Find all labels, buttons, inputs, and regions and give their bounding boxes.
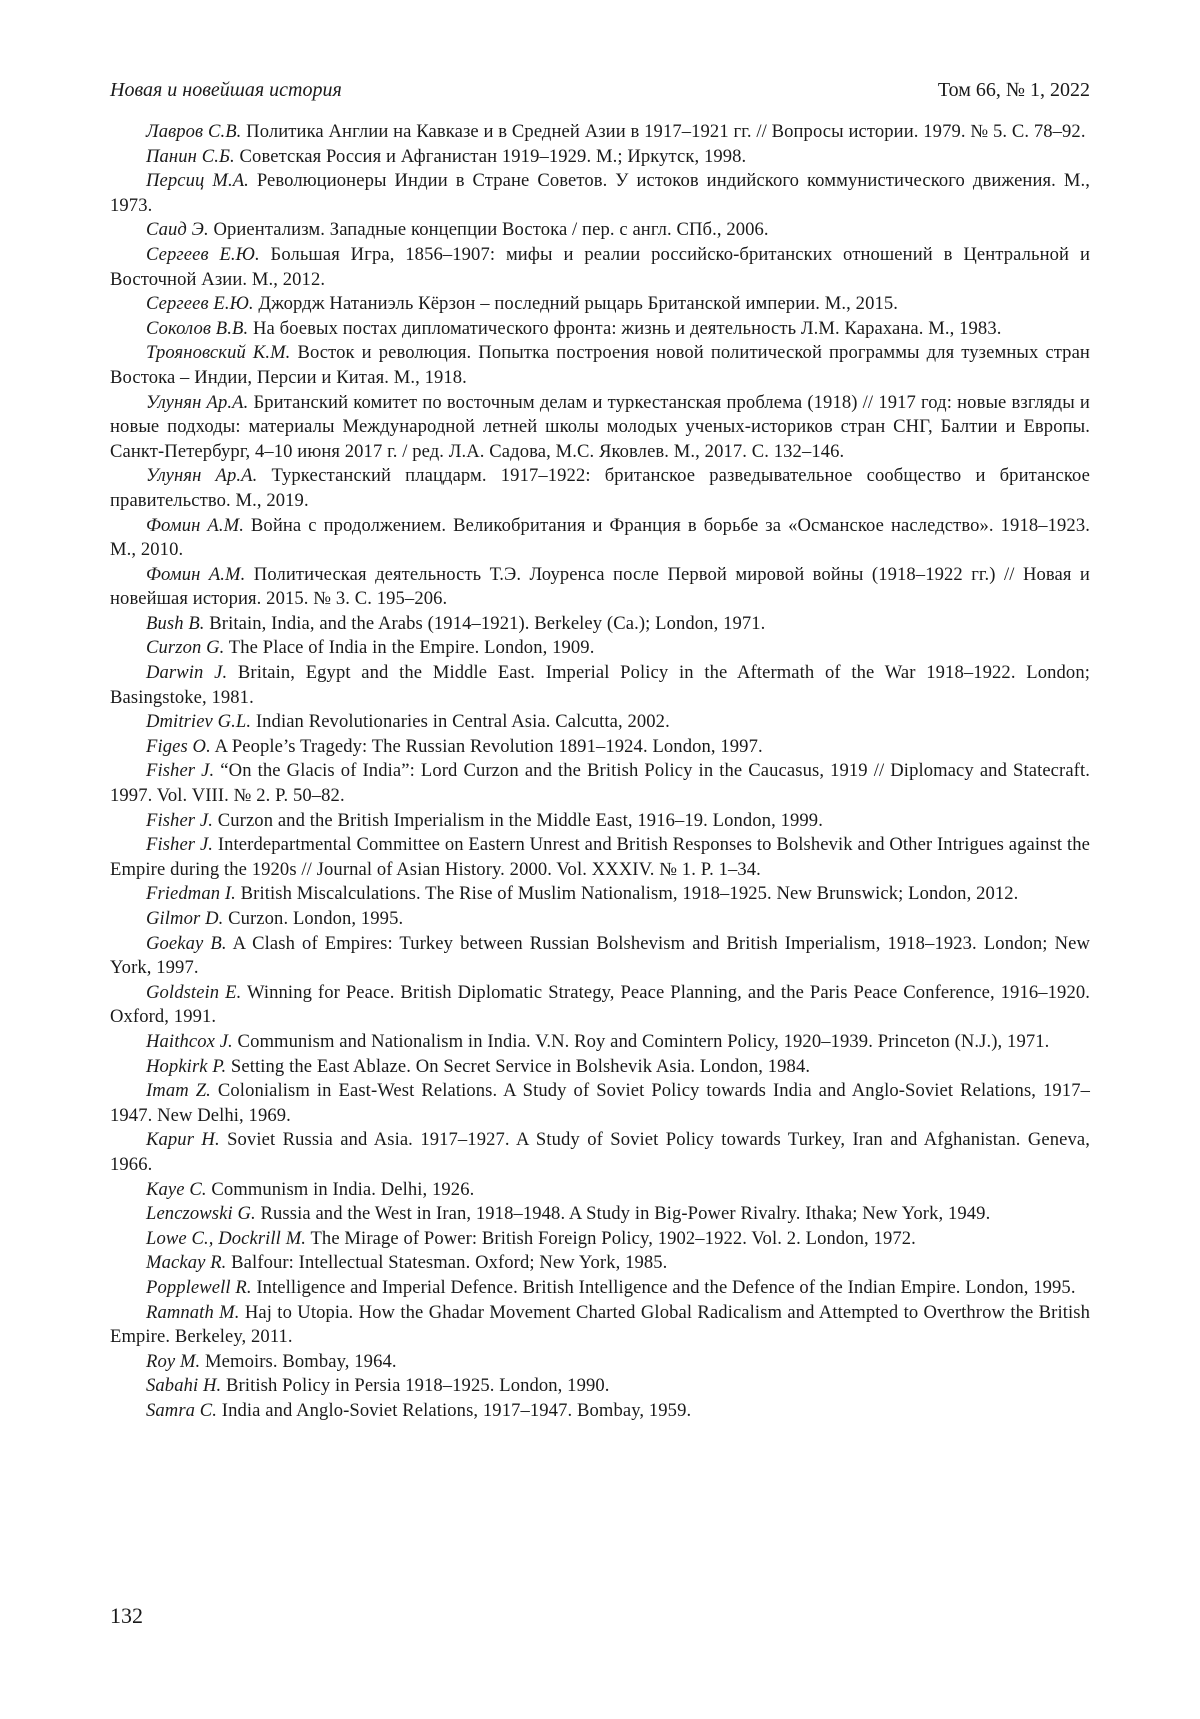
- reference-author: Roy M.: [146, 1350, 201, 1372]
- running-head: [110, 78, 1090, 102]
- reference-item: [110, 1055, 1090, 1080]
- reference-item: [110, 169, 1090, 218]
- reference-author: Kapur H.: [146, 1129, 220, 1151]
- reference-author: Bush B.: [146, 612, 205, 634]
- reference-item: [110, 341, 1090, 390]
- reference-author: Трояновский К.М.: [146, 342, 291, 364]
- reference-item: [110, 563, 1090, 612]
- reference-author: Lenczowski G.: [146, 1203, 256, 1225]
- reference-text: Memoirs. Bombay, 1964.: [200, 1350, 397, 1372]
- reference-text: Setting the East Ablaze. On Secret Service in Bolshevik Asia. London, 1984.: [226, 1055, 811, 1077]
- reference-item: [110, 809, 1090, 834]
- reference-author: Goekay B.: [146, 932, 227, 954]
- reference-text: Winning for Peace. British Diplomatic Strategy, Peace Planning, and the Paris Peace Conference, 1916–1920. Oxford, 1991.: [110, 981, 1090, 1028]
- reference-item: [110, 1030, 1090, 1055]
- reference-text: Communism and Nationalism in India. V.N. Roy and Comintern Policy, 1920–1939. Princeton (N.J.), 1971.: [232, 1030, 1050, 1052]
- reference-text: Intelligence and Imperial Defence. British Intelligence and the Defence of the Indian Empire. London, 1995.: [251, 1276, 1076, 1298]
- reference-list: [110, 120, 1090, 1423]
- reference-text: Interdepartmental Committee on Eastern Unrest and British Responses to Bolshevik and Other Intrigues against the Empire during the 1920s // Journal of Asian History. 2000. Vol. XXXIV. № 1. P. 1–34.: [110, 834, 1090, 880]
- reference-item: [110, 292, 1090, 317]
- reference-text: Туркестанский плацдарм. 1917–1922: британское разведывательное сообщество и британское правительство. М., 2019.: [110, 465, 1091, 511]
- reference-text: Политика Англии на Кавказе и в Средней Азии в 1917–1921 гг. // Вопросы истории. 1979. № 5. С. 78–92.: [241, 121, 1086, 142]
- reference-text: Политическая деятельность Т.Э. Лоуренса после Первой мировой войны (1918–1922 гг.) // Новая и новейшая история. 2015. № 3. С. 195–206.: [110, 563, 1090, 610]
- reference-item: [110, 661, 1090, 710]
- reference-item: [110, 1202, 1090, 1227]
- reference-item: [110, 218, 1090, 243]
- reference-author: Darwin J.: [146, 662, 228, 684]
- reference-item: [110, 981, 1090, 1030]
- reference-author: Улунян Ар.А.: [146, 465, 258, 487]
- reference-text: The Place of India in the Empire. London, 1909.: [224, 637, 595, 659]
- reference-item: [110, 1301, 1090, 1350]
- reference-author: Сергеев Е.Ю.: [146, 243, 260, 265]
- reference-author: Lowe C., Dockrill M.: [146, 1227, 307, 1249]
- page-number: 132: [110, 1603, 143, 1628]
- reference-author: Фомин А.М.: [146, 563, 246, 585]
- journal-title: Новая и новейшая история: [110, 79, 342, 101]
- reference-text: Haj to Utopia. How the Ghadar Movement Charted Global Radicalism and Attempted to Overthrow the British Empire. Berkeley, 2011.: [110, 1301, 1090, 1348]
- reference-author: Панин С.Б.: [146, 145, 235, 167]
- reference-author: Fisher J.: [146, 809, 213, 831]
- reference-author: Figes O.: [146, 735, 211, 757]
- reference-author: Сергеев Е.Ю.: [146, 293, 254, 315]
- reference-text: India and Anglo-Soviet Relations, 1917–1947. Bombay, 1959.: [217, 1399, 692, 1421]
- reference-text: “On the Glacis of India”: Lord Curzon and the British Policy in the Caucasus, 1919 // Diplomacy and Statecraft. 1997. Vol. VIII. № 2. P. 50–82.: [110, 760, 1090, 807]
- reference-author: Friedman I.: [146, 883, 236, 905]
- reference-author: Фомин А.М.: [146, 514, 244, 536]
- reference-author: Curzon G.: [146, 637, 225, 659]
- reference-item: [110, 1350, 1090, 1375]
- reference-text: Curzon. London, 1995.: [223, 908, 404, 929]
- reference-item: [110, 710, 1090, 735]
- reference-item: [110, 1227, 1090, 1252]
- reference-text: Ориентализм. Западные концепции Востока / пер. с англ. СПб., 2006.: [208, 219, 769, 241]
- reference-text: Britain, India, and the Arabs (1914–1921). Berkeley (Ca.); London, 1971.: [204, 612, 766, 634]
- reference-author: Haithcox J.: [146, 1030, 233, 1052]
- reference-author: Персиц М.А.: [146, 170, 249, 192]
- reference-text: A Clash of Empires: Turkey between Russian Bolshevism and British Imperialism, 1918–1923. London; New York, 1997.: [110, 932, 1090, 979]
- reference-item: [110, 735, 1090, 760]
- reference-text: На боевых постах дипломатического фронта: жизнь и деятельность Л.М. Карахана. М., 1983.: [248, 317, 1002, 339]
- reference-item: [110, 759, 1090, 808]
- reference-text: The Mirage of Power: British Foreign Policy, 1902–1922. Vol. 2. London, 1972.: [306, 1227, 916, 1249]
- reference-author: Sabahi H.: [146, 1375, 222, 1397]
- reference-item: [110, 636, 1090, 661]
- reference-item: [110, 145, 1090, 170]
- reference-author: Samra C.: [146, 1399, 218, 1421]
- reference-item: [110, 391, 1090, 465]
- reference-item: [110, 1128, 1090, 1177]
- reference-text: Russia and the West in Iran, 1918–1948. A Study in Big-Power Rivalry. Ithaka; New York, 1949.: [255, 1203, 991, 1225]
- reference-text: Curzon and the British Imperialism in the Middle East, 1916–19. London, 1999.: [213, 809, 823, 831]
- reference-text: Война с продолжением. Великобритания и Франция в борьбе за «Османское наследство». 1918–1923. М., 2010.: [110, 514, 1090, 561]
- reference-author: Fisher J.: [146, 834, 214, 856]
- reference-item: [110, 1399, 1090, 1424]
- reference-author: Popplewell R.: [146, 1276, 252, 1298]
- reference-text: British Miscalculations. The Rise of Muslim Nationalism, 1918–1925. New Brunswick; London, 2012.: [235, 883, 1019, 905]
- reference-text: Indian Revolutionaries in Central Asia. Calcutta, 2002.: [251, 711, 670, 733]
- reference-author: Соколов В.В.: [146, 317, 249, 339]
- reference-author: Hopkirk P.: [146, 1055, 227, 1077]
- page-content: [110, 78, 1090, 1423]
- reference-text: British Policy in Persia 1918–1925. London, 1990.: [221, 1375, 610, 1397]
- reference-author: Dmitriev G.L.: [146, 711, 252, 733]
- reference-item: [110, 1178, 1090, 1203]
- reference-author: Kaye C.: [146, 1178, 207, 1200]
- reference-text: Colonialism in East-West Relations. A Study of Soviet Policy towards India and Anglo-Soviet Relations, 1917–1947. New Delhi, 1969.: [110, 1080, 1090, 1126]
- reference-text: A People’s Tragedy: The Russian Revolution 1891–1924. London, 1997.: [210, 735, 763, 757]
- reference-item: [110, 1079, 1090, 1128]
- reference-item: [110, 833, 1090, 882]
- reference-author: Саид Э.: [146, 219, 209, 241]
- reference-author: Goldstein E.: [146, 981, 242, 1003]
- reference-author: Лавров С.В.: [146, 121, 242, 142]
- reference-item: [110, 1276, 1090, 1301]
- reference-item: [110, 464, 1090, 513]
- reference-text: Britain, Egypt and the Middle East. Imperial Policy in the Aftermath of the War 1918–1922. London; Basingstoke, 1981.: [110, 662, 1090, 708]
- reference-author: Улунян Ар.А.: [146, 391, 249, 413]
- reference-item: [110, 514, 1090, 563]
- reference-text: Большая Игра, 1856–1907: мифы и реалии российско-британских отношений в Центральной и Восточной Азии. М., 2012.: [110, 243, 1090, 290]
- issue-info: Том 66, № 1, 2022: [937, 79, 1090, 101]
- reference-author: Imam Z.: [146, 1080, 211, 1102]
- reference-text: Восток и революция. Попытка построения новой политической программы для туземных стран Востока – Индии, Персии и Китая. М., 1918.: [110, 342, 1090, 388]
- reference-item: [110, 1251, 1090, 1276]
- reference-item: [110, 317, 1090, 342]
- reference-author: Fisher J.: [146, 760, 215, 782]
- reference-author: Ramnath M.: [146, 1301, 240, 1323]
- reference-item: [110, 882, 1090, 907]
- reference-text: Советская Россия и Афганистан 1919–1929. М.; Иркутск, 1998.: [234, 145, 747, 167]
- reference-text: Communism in India. Delhi, 1926.: [206, 1178, 475, 1200]
- reference-author: Mackay R.: [146, 1252, 227, 1274]
- reference-item: [110, 907, 1090, 932]
- reference-text: Британский комитет по восточным делам и туркестанская проблема (1918) // 1917 год: новые взгляды и новые подходы: материалы Международной летней школы молодых ученых-историков стран СНГ, Балтии и Европы. Санкт-Петербург, 4–10 июня 2017 г. / ред. Л.А. Садова, М.С. Яковлев. М., 2017. С. 132–146.: [110, 391, 1090, 462]
- reference-item: [110, 932, 1090, 981]
- reference-item: [110, 243, 1090, 292]
- reference-author: Gilmor D.: [146, 908, 224, 929]
- reference-text: Soviet Russia and Asia. 1917–1927. A Study of Soviet Policy towards Turkey, Iran and Afghanistan. Geneva, 1966.: [110, 1129, 1090, 1175]
- reference-text: Джордж Натаниэль Кёрзон – последний рыцарь Британской империи. М., 2015.: [253, 293, 899, 315]
- reference-item: [110, 612, 1090, 637]
- reference-text: Balfour: Intellectual Statesman. Oxford; New York, 1985.: [226, 1252, 668, 1274]
- reference-text: Революционеры Индии в Стране Советов. У истоков индийского коммунистического движения. М., 1973.: [110, 170, 1091, 216]
- reference-item: [110, 120, 1090, 145]
- reference-item: [110, 1374, 1090, 1399]
